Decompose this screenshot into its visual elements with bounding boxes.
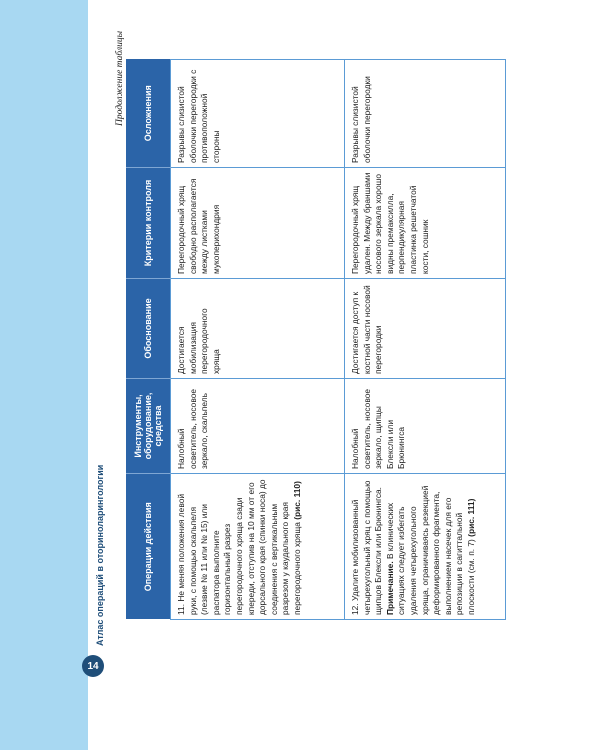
- header-actions: Операции действия: [126, 474, 171, 620]
- action-text: 11. Не меняя положения левой руки, с помощью скальпеля (лезвие № 11 или № 15) или распатора выполните горизонтальный разрез перегородочного хряща сзади кпереди, отступив на 10 мм от его дорсального края (спинки носа) до соединения с вертикальным разрезом у каудального края перегородочного хряща: [176, 479, 302, 615]
- header-complications: Осложнения: [126, 60, 171, 168]
- action-text: 12. Удалите мобилизованный четырехугольный хряц с помощью щипцов Блексли или Брюнингса.: [350, 480, 384, 615]
- header-tools: Инструменты, оборудование, средства: [126, 379, 171, 474]
- note-figure-ref: (рис. 111): [465, 498, 476, 537]
- cell-tools: Налобный осветитель, носовое зеркало, щипцы Блексли или Брюнингса: [345, 379, 506, 474]
- table-header-row: [126, 60, 171, 620]
- cell-complications: Разрывы слизистой оболочки перегородки: [345, 60, 506, 168]
- page-number: 14: [82, 655, 104, 677]
- left-color-band: [0, 0, 88, 750]
- table-continuation-label: Продолжение таблицы: [115, 30, 125, 126]
- action-note: [385, 478, 478, 615]
- procedure-table: [126, 60, 501, 620]
- cell-control: Перегородочный хрящ свободно располагается между листками мукоперихондрия: [171, 168, 345, 279]
- cell-rationale: Достигается мобилизация перегородочного хряща: [171, 279, 345, 379]
- header-control: Критерии контроля: [126, 168, 171, 279]
- cell-action: [345, 474, 506, 620]
- action-figure-ref: (рис. 110): [291, 481, 302, 520]
- cell-tools: Налобный осветитель, носовое зеркало, скальпель: [171, 379, 345, 474]
- cell-complications: Разрывы слизистой оболочки перегородки с противоположной стороны: [171, 60, 345, 168]
- cell-rationale: Достигается доступ к костной части носовой перегородки: [345, 279, 506, 379]
- table-row: [171, 60, 345, 620]
- cell-control: Перегородочный хрящ удален. Между браншами носового зеркала хорошо видны премаксилла, перпендикулярная пластинка решетчатой кости, сошник: [345, 168, 506, 279]
- running-head: Атлас операций в оториноларингологии: [95, 464, 105, 646]
- table-row: [345, 60, 506, 620]
- note-label: Примечание.: [384, 561, 395, 615]
- note-text: В клинических ситуациях следует избегать удаления четырехугольного хряща, ограничиваясь резекцией деформированного фрагмента, выполнением насечек для его репозиции в сагиттальной плоскости (см. п. 7): [384, 485, 476, 615]
- cell-action: [171, 474, 345, 620]
- header-rationale: Обоснование: [126, 279, 171, 379]
